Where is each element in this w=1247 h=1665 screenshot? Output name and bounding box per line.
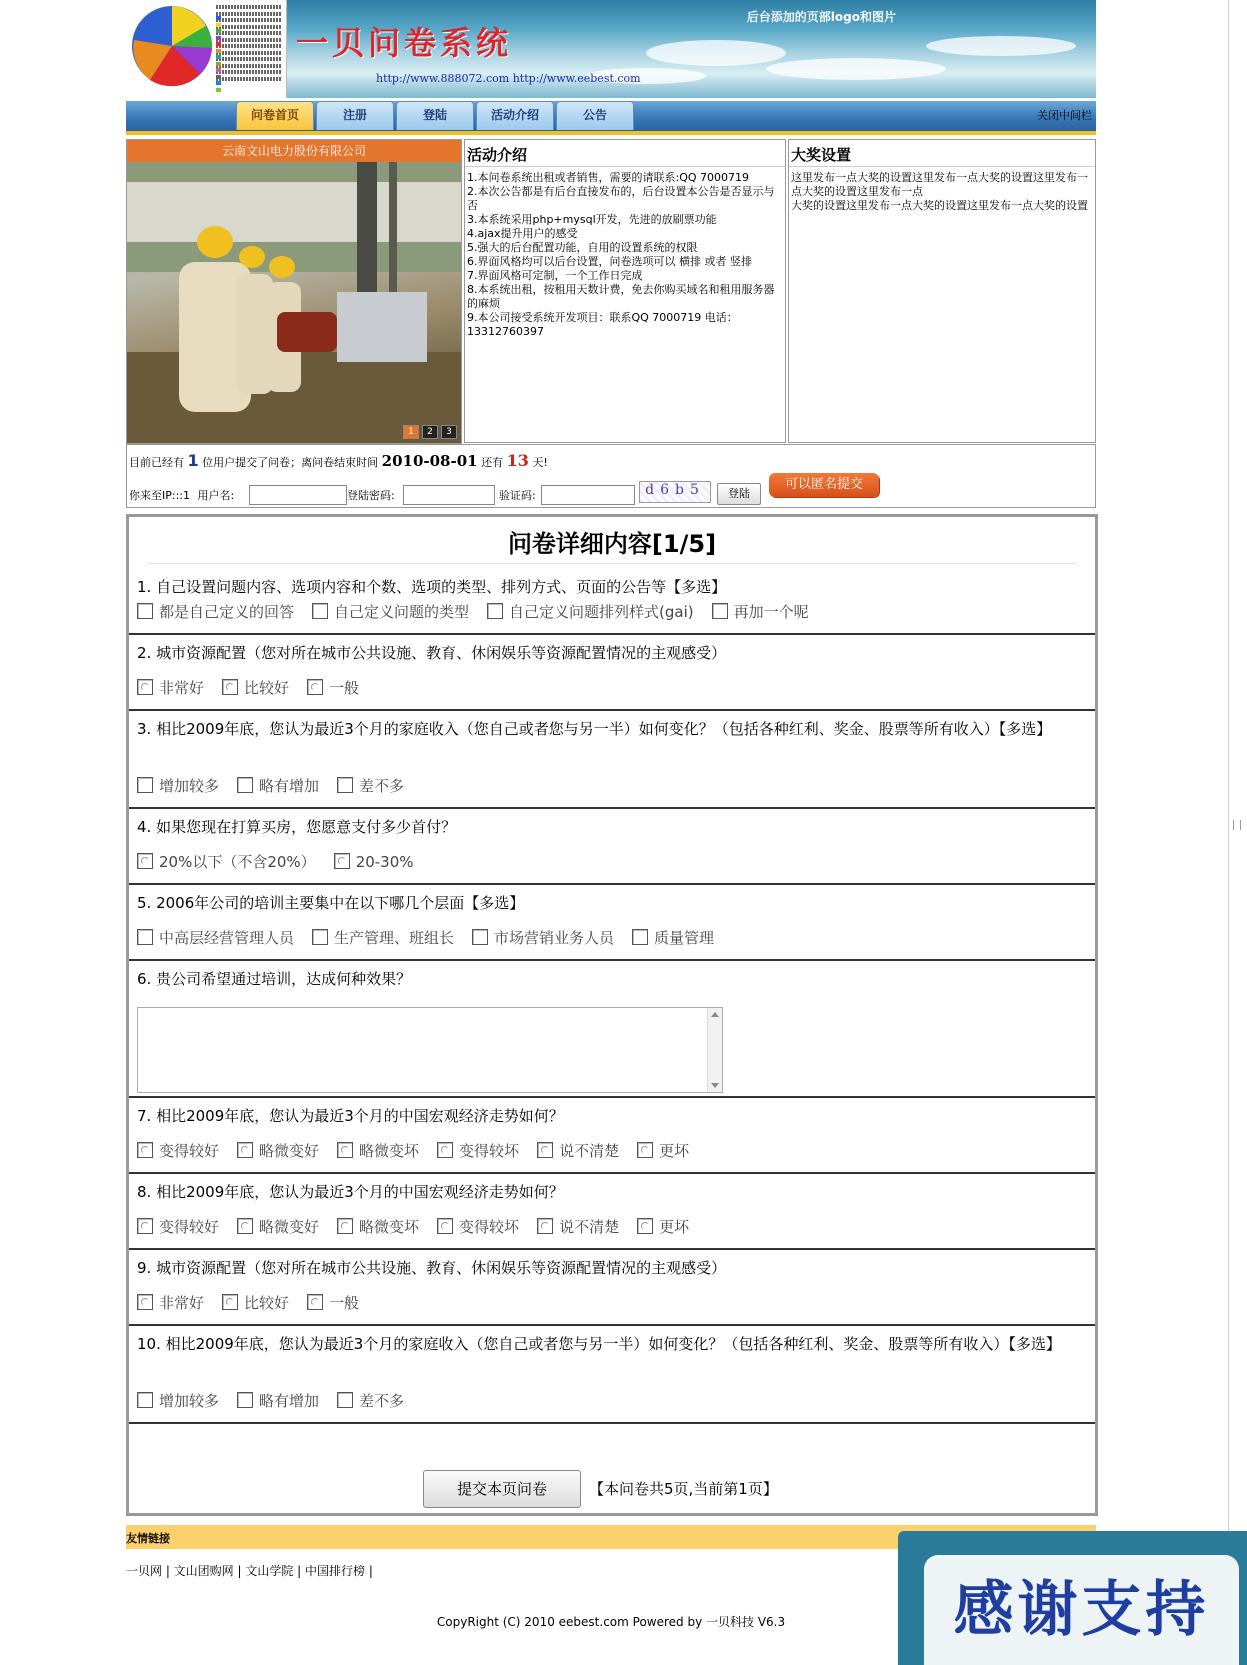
username-label: 用户名: xyxy=(197,489,235,502)
slide-photo xyxy=(127,162,461,443)
tab-notice[interactable]: 公告 xyxy=(556,101,634,130)
stats-mid-text: 位用户提交了问卷；离问卷结束时间 xyxy=(202,456,379,469)
logo-chart-image xyxy=(126,0,287,98)
option-label[interactable] xyxy=(337,1140,419,1161)
question-options xyxy=(137,927,732,948)
radio-button[interactable] xyxy=(137,1218,153,1234)
option-label[interactable] xyxy=(137,601,294,622)
question-text: 6. 贵公司希望通过培训，达成何种效果？ xyxy=(137,970,412,988)
option-text: 一般 xyxy=(329,1294,360,1312)
slide-page-1[interactable]: 1 xyxy=(403,425,419,439)
close-middle-panel-link[interactable]: 关闭中间栏 xyxy=(1037,109,1092,122)
option-label[interactable] xyxy=(137,1140,219,1161)
submit-count: 1 xyxy=(187,451,199,470)
option-label[interactable] xyxy=(437,1216,519,1237)
checkbox[interactable] xyxy=(487,603,503,619)
question-text: 5. 2006年公司的培训主要集中在以下哪几个层面【多选】 xyxy=(137,894,525,912)
option-text: 比较好 xyxy=(244,679,290,697)
scroll-up-icon[interactable] xyxy=(711,1012,719,1017)
radio-button[interactable] xyxy=(437,1142,453,1158)
checkbox[interactable] xyxy=(137,603,153,619)
radio-button[interactable] xyxy=(307,679,323,695)
username-input[interactable] xyxy=(249,485,347,505)
question-text: 1. 自己设置问题内容、选项内容和个数、选项的类型、排列方式、页面的公告等【多选】 xyxy=(137,578,727,596)
checkbox[interactable] xyxy=(137,929,153,945)
option-label[interactable] xyxy=(334,853,414,871)
option-label[interactable] xyxy=(537,1140,619,1161)
question-2 xyxy=(129,633,1095,711)
option-label[interactable] xyxy=(537,1216,619,1237)
question-text: 4. 如果您现在打算买房，您愿意支付多少首付？ xyxy=(137,818,457,836)
option-text: 变得较好 xyxy=(159,1218,220,1236)
stats-line xyxy=(129,451,548,470)
scrollbar-grip-icon[interactable] xyxy=(1233,820,1241,830)
question-text: 7. 相比2009年底，您认为最近3个月的中国宏观经济走势如何？ xyxy=(137,1107,564,1125)
textarea-scrollbar[interactable] xyxy=(707,1008,722,1092)
question-text: 9. 城市资源配置（您对所在城市公共设施、教育、休闲娱乐等资源配置情况的主观感受） xyxy=(137,1259,727,1277)
option-label[interactable] xyxy=(237,1140,319,1161)
question-options xyxy=(137,1216,707,1237)
slide-pager xyxy=(400,419,457,439)
survey-form xyxy=(126,514,1098,1516)
question-options xyxy=(137,677,377,698)
friend-links-title: 友情链接 xyxy=(126,1532,170,1545)
question-5 xyxy=(129,883,1095,961)
question-text: 2. 城市资源配置（您对所在城市公共设施、教育、休闲娱乐等资源配置情况的主观感受） xyxy=(137,644,727,662)
option-label[interactable] xyxy=(307,1292,359,1313)
chart-legend-icon xyxy=(216,5,282,83)
days-unit: 天! xyxy=(532,456,548,469)
radio-button[interactable] xyxy=(237,1142,253,1158)
option-text: 变得较好 xyxy=(159,1142,220,1160)
radio-button[interactable] xyxy=(537,1142,553,1158)
checkbox[interactable] xyxy=(632,929,648,945)
question-options xyxy=(137,1292,377,1313)
copyright: CopyRight (C) 2010 eebest.com Powered by 一贝科技 V6.3 xyxy=(436,1615,786,1629)
option-label[interactable] xyxy=(237,1216,319,1237)
slide-page-2[interactable]: 2 xyxy=(422,425,438,439)
radio-button[interactable] xyxy=(337,1142,353,1158)
option-text: 变得较坏 xyxy=(459,1218,520,1236)
question-9 xyxy=(129,1248,1095,1326)
main-nav xyxy=(126,101,1096,135)
option-text: 略微变坏 xyxy=(359,1218,420,1236)
option-label[interactable] xyxy=(237,775,319,796)
stats-login-bar xyxy=(126,444,1096,508)
option-label[interactable] xyxy=(137,851,316,872)
option-text: 更坏 xyxy=(659,1142,690,1160)
option-text: 略有增加 xyxy=(259,777,320,795)
option-text: 自己定义问题的类型 xyxy=(334,603,470,621)
radio-button[interactable] xyxy=(637,1142,653,1158)
question-6 xyxy=(129,959,1095,1098)
question-options xyxy=(137,1390,422,1411)
question-text: 10. 相比2009年底，您认为最近3个月的家庭收入（您自己或者您与另一半）如何变化？（包括各种红利、奖金、股票等所有收入）【多选】 xyxy=(137,1335,1061,1353)
option-label[interactable] xyxy=(337,775,404,796)
site-urls: http://www.888072.com http://www.eebest.com xyxy=(376,72,641,85)
tab-login[interactable]: 登陆 xyxy=(396,101,474,130)
option-label[interactable] xyxy=(312,601,469,622)
option-label[interactable] xyxy=(437,1140,519,1161)
slide-page-3[interactable]: 3 xyxy=(441,425,457,439)
option-text: 比较好 xyxy=(244,1294,290,1312)
option-label[interactable] xyxy=(637,1140,689,1161)
option-label[interactable] xyxy=(632,927,714,948)
submit-row xyxy=(129,1468,1095,1512)
checkbox[interactable] xyxy=(712,603,728,619)
question-4 xyxy=(129,807,1095,885)
password-label: 登陆密码: xyxy=(347,489,395,502)
radio-button[interactable] xyxy=(137,1294,153,1310)
option-label[interactable] xyxy=(137,677,204,698)
option-text: 非常好 xyxy=(159,679,205,697)
option-text: 都是自己定义的回答 xyxy=(159,603,295,621)
option-label[interactable] xyxy=(137,1292,204,1313)
question-7 xyxy=(129,1096,1095,1174)
option-text: 略微变好 xyxy=(259,1142,320,1160)
option-text: 20-30% xyxy=(355,853,414,871)
option-label[interactable] xyxy=(222,1292,289,1313)
login-button[interactable]: 登陆 xyxy=(717,483,761,505)
page-info: 【本问卷共5页,当前第1页】 xyxy=(589,1480,778,1498)
option-label[interactable] xyxy=(312,927,454,948)
workers-photo-image xyxy=(127,162,461,443)
option-text: 差不多 xyxy=(359,777,405,795)
answer-textarea[interactable] xyxy=(137,1007,723,1093)
option-label[interactable] xyxy=(307,677,359,698)
friend-links[interactable]: 一贝网 | 文山团购网 | 文山学院 | 中国排行榜 | xyxy=(126,1564,373,1578)
checkbox[interactable] xyxy=(337,777,353,793)
option-label[interactable] xyxy=(137,927,294,948)
scroll-down-icon[interactable] xyxy=(711,1083,719,1088)
stats-prefix: 目前已经有 xyxy=(129,456,184,469)
option-label[interactable] xyxy=(137,1390,219,1411)
option-label[interactable] xyxy=(222,677,289,698)
radio-button[interactable] xyxy=(437,1218,453,1234)
submit-page-button[interactable]: 提交本页问卷 xyxy=(423,1470,581,1508)
option-text: 略有增加 xyxy=(259,1392,320,1410)
radio-button[interactable] xyxy=(537,1218,553,1234)
option-text: 再加一个呢 xyxy=(733,603,809,621)
option-text: 略微变坏 xyxy=(359,1142,420,1160)
option-label[interactable] xyxy=(472,927,614,948)
radio-button[interactable] xyxy=(137,679,153,695)
checkbox[interactable] xyxy=(237,1392,253,1408)
end-date: 2010-08-01 xyxy=(381,452,478,470)
question-text: 3. 相比2009年底，您认为最近3个月的家庭收入（您自己或者您与另一半）如何变化？（包括各种红利、奖金、股票等所有收入）【多选】 xyxy=(137,720,1052,738)
option-label[interactable] xyxy=(237,1390,319,1411)
option-text: 非常好 xyxy=(159,1294,205,1312)
checkbox[interactable] xyxy=(137,1392,153,1408)
question-10 xyxy=(129,1324,1095,1424)
activity-body: 1.本问卷系统出租或者销售，需要的请联系:QQ 7000719 2.本次公告都是有后台直接发布的，后台设置本公告是否显示与否 3.本系统采用php+mysql开发，先进的放刷票功能 4.ajax提升用户的感受 5.强大的后台配置功能，自用的设置系统的权限 6.界面风格均可以后台设置，问卷选项可以 横排 或者 竖排 7.界面风格可定制，一个工作日完成 8.本系统出租，按租用天数计费，免去你购买域名和租用服务器的麻烦 9.本公司接受系统开发项目：联系QQ 7000719 电话：13312760397 xyxy=(467,171,775,338)
checkbox[interactable] xyxy=(237,777,253,793)
tab-activity[interactable]: 活动介绍 xyxy=(476,101,554,130)
question-1 xyxy=(129,567,1095,635)
option-label[interactable] xyxy=(712,601,809,622)
option-text: 差不多 xyxy=(359,1392,405,1410)
question-options xyxy=(137,851,432,872)
days-remaining: 13 xyxy=(506,451,529,470)
checkbox[interactable] xyxy=(312,603,328,619)
option-text: 变得较坏 xyxy=(459,1142,520,1160)
header-note: 后台添加的页部logo和图片 xyxy=(746,10,896,24)
option-label[interactable] xyxy=(487,601,694,622)
slide-caption: 云南文山电力股份有限公司 xyxy=(127,140,461,162)
remain-label: 还有 xyxy=(481,456,504,469)
option-label[interactable] xyxy=(337,1390,404,1411)
question-options xyxy=(137,601,827,622)
prize-title: 大奖设置 xyxy=(789,140,1095,167)
checkbox[interactable] xyxy=(137,777,153,793)
radio-button[interactable] xyxy=(334,853,350,869)
captcha-input[interactable] xyxy=(541,485,635,505)
activity-title: 活动介绍 xyxy=(465,140,785,167)
radio-button[interactable] xyxy=(637,1218,653,1234)
option-text: 中高层经营管理人员 xyxy=(159,929,295,947)
question-text: 8. 相比2009年底，您认为最近3个月的中国宏观经济走势如何？ xyxy=(137,1183,564,1201)
checkbox[interactable] xyxy=(472,929,488,945)
prize-body: 这里发布一点大奖的设置这里发布一点大奖的设置这里发布一点大奖的设置这里发布一点 大奖的设置这里发布一点大奖的设置这里发布一点大奖的设置 xyxy=(791,171,1088,212)
option-label[interactable] xyxy=(637,1216,689,1237)
radio-button[interactable] xyxy=(307,1294,323,1310)
option-text: 更坏 xyxy=(659,1218,690,1236)
thanks-text: 感谢支持 xyxy=(924,1555,1239,1665)
option-text: 生产管理、班组长 xyxy=(334,929,455,947)
anonymous-submit-button[interactable]: 可以匿名提交 xyxy=(769,473,879,497)
option-text: 说不清楚 xyxy=(559,1142,620,1160)
tab-home[interactable]: 问卷首页 xyxy=(236,101,314,130)
radio-button[interactable] xyxy=(222,679,238,695)
option-label[interactable] xyxy=(137,1216,219,1237)
question-3 xyxy=(129,709,1095,809)
password-input[interactable] xyxy=(403,485,495,505)
checkbox[interactable] xyxy=(312,929,328,945)
option-text: 20%以下（不含20%） xyxy=(159,853,316,871)
option-label[interactable] xyxy=(337,1216,419,1237)
survey-title: 问卷详细内容[1/5] xyxy=(149,524,1075,564)
radio-button[interactable] xyxy=(222,1294,238,1310)
option-text: 增加较多 xyxy=(159,1392,220,1410)
question-options xyxy=(137,1140,707,1161)
radio-button[interactable] xyxy=(137,853,153,869)
option-text: 增加较多 xyxy=(159,777,220,795)
option-label[interactable] xyxy=(137,775,219,796)
option-text: 略微变好 xyxy=(259,1218,320,1236)
question-8 xyxy=(129,1172,1095,1250)
ip-text: 你来至IP:::1 xyxy=(129,489,190,502)
option-text: 自己定义问题排列样式(gai) xyxy=(509,603,694,621)
header-banner xyxy=(126,0,1096,98)
captcha-image[interactable]: d6b5 xyxy=(639,481,711,503)
option-text: 市场营销业务人员 xyxy=(494,929,615,947)
captcha-label: 验证码: xyxy=(499,489,536,502)
tab-register[interactable]: 注册 xyxy=(316,101,394,130)
option-text: 说不清楚 xyxy=(559,1218,620,1236)
radio-button[interactable] xyxy=(337,1218,353,1234)
radio-button[interactable] xyxy=(137,1142,153,1158)
image-slideshow[interactable] xyxy=(126,139,462,444)
option-text: 质量管理 xyxy=(654,929,715,947)
activity-panel xyxy=(464,139,786,443)
radio-button[interactable] xyxy=(237,1218,253,1234)
site-title: 一贝问卷系统 xyxy=(296,24,513,62)
thanks-overlay xyxy=(898,1531,1247,1665)
option-text: 一般 xyxy=(329,679,360,697)
question-options xyxy=(137,775,422,796)
pie-chart-icon xyxy=(130,4,214,88)
window-scrollbar[interactable] xyxy=(1228,0,1247,1665)
checkbox[interactable] xyxy=(337,1392,353,1408)
login-line xyxy=(129,487,234,503)
prize-panel xyxy=(788,139,1096,443)
